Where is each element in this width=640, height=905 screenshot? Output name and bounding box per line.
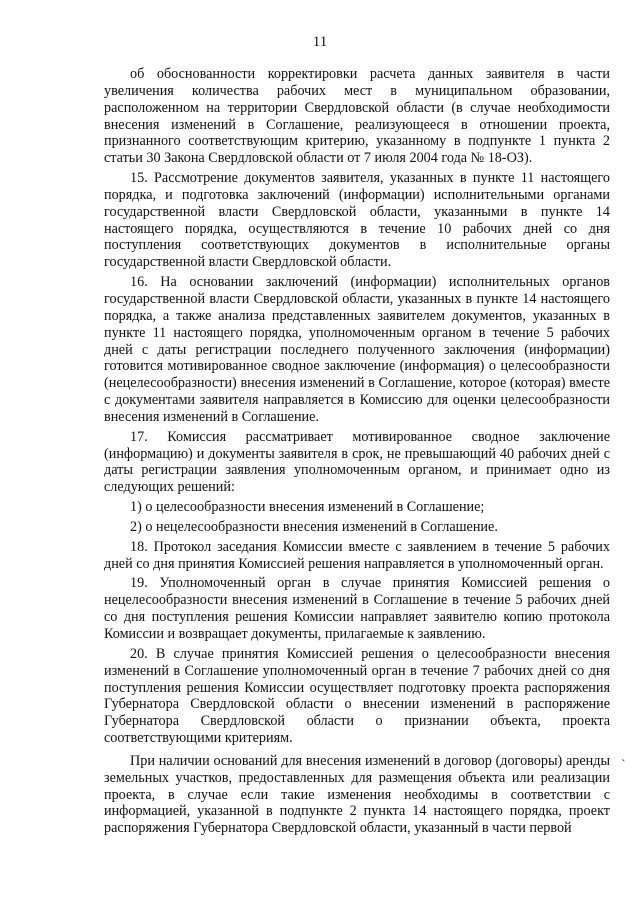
paragraph-17: 17. Комиссия рассматривает мотивированное сводное заключение (информацию) и документы заявителя в срок, не превышающий 40 рабочих дней с даты регистрации заявления уполномоченным органом, и принимает одно из следующих решений: (104, 428, 610, 496)
paragraph-20: 20. В случае принятия Комиссией решения о целесообразности внесения изменений в Соглашение уполномоченный орган в течение 7 рабочих дней со дня поступления решения Комиссии осуществляет подготовку проекта распоряжения Губернатора Свердловской области о внесении изменений в распоряжение Губернатора Свердловской области о признании объекта, проекта соответствующими критериям. (104, 645, 610, 747)
paragraph-18: 18. Протокол заседания Комиссии вместе с заявлением в течение 5 рабочих дней со дня принятия Комиссией решения направляется в уполномоченный орган. (104, 538, 610, 572)
paragraph-15: 15. Рассмотрение документов заявителя, указанных в пункте 11 настоящего порядка, и подготовка заключений (информации) исполнительными органами государственной власти Свердловской области, указанными в пункте 14 настоящего порядка, осуществляются в течение 10 рабочих дней со дня поступления соответствующих документов в исполнительные органы государственной власти Свердловской области. (104, 170, 610, 271)
paragraph-continuation: об обоснованности корректировки расчета данных заявителя в части увеличения количества рабочих мест в муниципальном образовании, расположенном на территории Свердловской области (в случае необходимости внесения изменений в Соглашение, реализующееся в отношении проекта, признанного соответствующим критерию, указанному в подпункте 1 пункта 2 статьи 30 Закона Свердловской области от 7 июля 2004 года № 18-ОЗ). (104, 66, 610, 167)
paragraph-20-part-2: При наличии оснований для внесения изменений в договор (договоры) аренды земельных участков, предоставленных для размещения объекта или реализации проекта, в случае если такие изменения необходимы в соответствии с информацией, указанной в подпункте 2 пункта 14 настоящего порядка, проект распоряжения Губернатора Свердловской области, указанный в части первой (104, 752, 610, 837)
margin-mark: ˴ (621, 752, 626, 767)
paragraph-16: 16. На основании заключений (информации) исполнительных органов государственной власти Свердловской области, указанных в пункте 14 настоящего порядка, а также анализа представленных заявителем документов, указанных в пункте 11 настоящего порядка, уполномоченным органом в течение 5 рабочих дней с даты регистрации последнего полученного заключения (информации) готовится мотивированное сводное заключение (информация) о целесообразности (нецелесообразности) внесения изменений в Соглашение, которое (которая) вместе с документами заявителя направляется в Комиссию для оценки целесообразности внесения изменений в Соглашение. (104, 274, 610, 425)
paragraph-17-option-2: 2) о нецелесообразности внесения изменений в Соглашение. (130, 518, 498, 535)
paragraph-19: 19. Уполномоченный орган в случае принятия Комиссией решения о нецелесообразности внесения изменений в Соглашение в течение 5 рабочих дней со дня поступления решения Комиссии направляет заявителю копию протокола Комиссии и возвращает документы, прилагаемые к заявлению. (104, 575, 610, 642)
page-number: 11 (312, 34, 328, 50)
document-body (104, 66, 610, 840)
paragraph-17-option-1: 1) о целесообразности внесения изменений в Соглашение; (130, 499, 485, 516)
